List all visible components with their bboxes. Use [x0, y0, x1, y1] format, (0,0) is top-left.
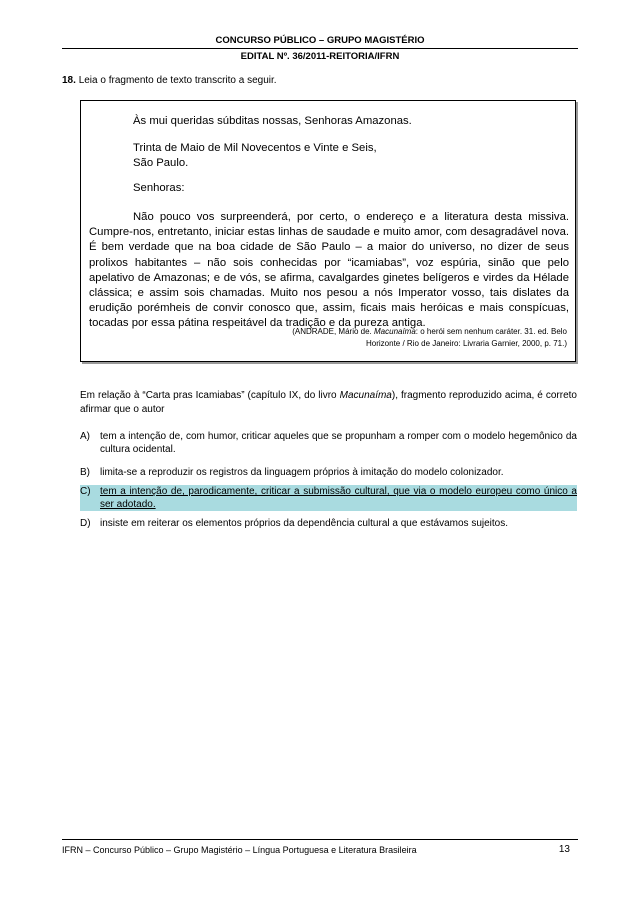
excerpt-salutation: Às mui queridas súbditas nossas, Senhoras Amazonas. [133, 115, 412, 127]
option-letter: A) [80, 431, 90, 442]
footer-rule [62, 839, 578, 840]
question-intro-text: Leia o fragmento de texto transcrito a seguir. [78, 75, 277, 86]
option-d[interactable] [80, 517, 577, 530]
option-text: tem a intenção de, com humor, criticar aqueles que se propunham a romper com o modelo hegemônico da cultura ocidental. [100, 431, 577, 455]
excerpt-greeting: Senhoras: [133, 182, 185, 194]
excerpt-box [80, 100, 576, 362]
page-number: 13 [558, 844, 570, 855]
stem-book-title: Macunaíma [339, 390, 392, 401]
header-title: CONCURSO PÚBLICO – GRUPO MAGISTÉRIO [215, 35, 425, 46]
question-number: 18. [62, 75, 76, 86]
option-text: insiste em reiterar os elementos próprios da dependência cultural a que estávamos sujeitos. [100, 518, 508, 529]
stem-post: ), fragmento reproduzido acima, é correto afirmar que o autor [80, 390, 577, 415]
option-a[interactable] [80, 430, 577, 456]
excerpt-date-line2: São Paulo. [133, 157, 189, 169]
excerpt-citation [267, 326, 567, 350]
option-letter: D) [80, 518, 91, 529]
citation-details: : o herói sem nenhum caráter. 31. ed. Belo Horizonte / Rio de Janeiro: Livraria Garnier, 2000, p. 71.) [366, 327, 567, 348]
option-letter: B) [80, 467, 90, 478]
excerpt-date-line1: Trinta de Maio de Mil Novecentos e Vinte e Seis, [133, 142, 377, 154]
stem-pre: Em relação à “Carta pras Icamiabas” (capítulo IX, do livro [80, 390, 340, 401]
option-text: limita-se a reproduzir os registros da linguagem próprios à imitação do modelo colonizador. [100, 467, 504, 478]
header-edital: EDITAL Nº. 36/2011-REITORIA/IFRN [240, 51, 400, 62]
header-rule [62, 48, 578, 49]
question-intro [62, 74, 277, 87]
page-footer [62, 839, 578, 856]
citation-title: Macunaíma [374, 327, 416, 336]
excerpt-body [89, 210, 569, 332]
excerpt-body-text: Não pouco vos surpreenderá, por certo, o endereço e a literatura desta missiva. Cumpre-nos, entretanto, iniciar estas linhas de saudade e muito amor, com desagradável nova. É bem verdade que na boa cidade de São Paulo – a maior do universo, no dizer de seus prolixos habitantes – não sois conhecidas por “icamiabas”, voz espúria, sinão que pelo apelativo de Amazonas; e de vós, se afirma, cavalgardes ginetes belígeros e virdes da Hélade clássica; e assim sois chamadas. Muito nos pesou a nós Imperator vosso, tais dislates da erudição porémheis de convir conosco que, assim, ficais mais heróicas e mais conspícuas, tocadas por essa pátina respeitável da tradição e da pureza antiga. [89, 211, 569, 330]
citation-author: (ANDRADE, Mário de. [292, 327, 374, 336]
option-c-selected[interactable] [80, 485, 577, 511]
option-letter: C) [80, 486, 91, 497]
option-text-content: tem a intenção de, parodicamente, criticar a submissão cultural, que via o modelo europeu como único a ser adotado. [100, 486, 577, 510]
option-text [100, 485, 577, 511]
footer-text: IFRN – Concurso Público – Grupo Magistério – Língua Portuguesa e Literatura Brasileira [62, 845, 417, 855]
page-header [62, 35, 578, 63]
option-b[interactable] [80, 466, 577, 479]
question-stem [80, 389, 577, 416]
